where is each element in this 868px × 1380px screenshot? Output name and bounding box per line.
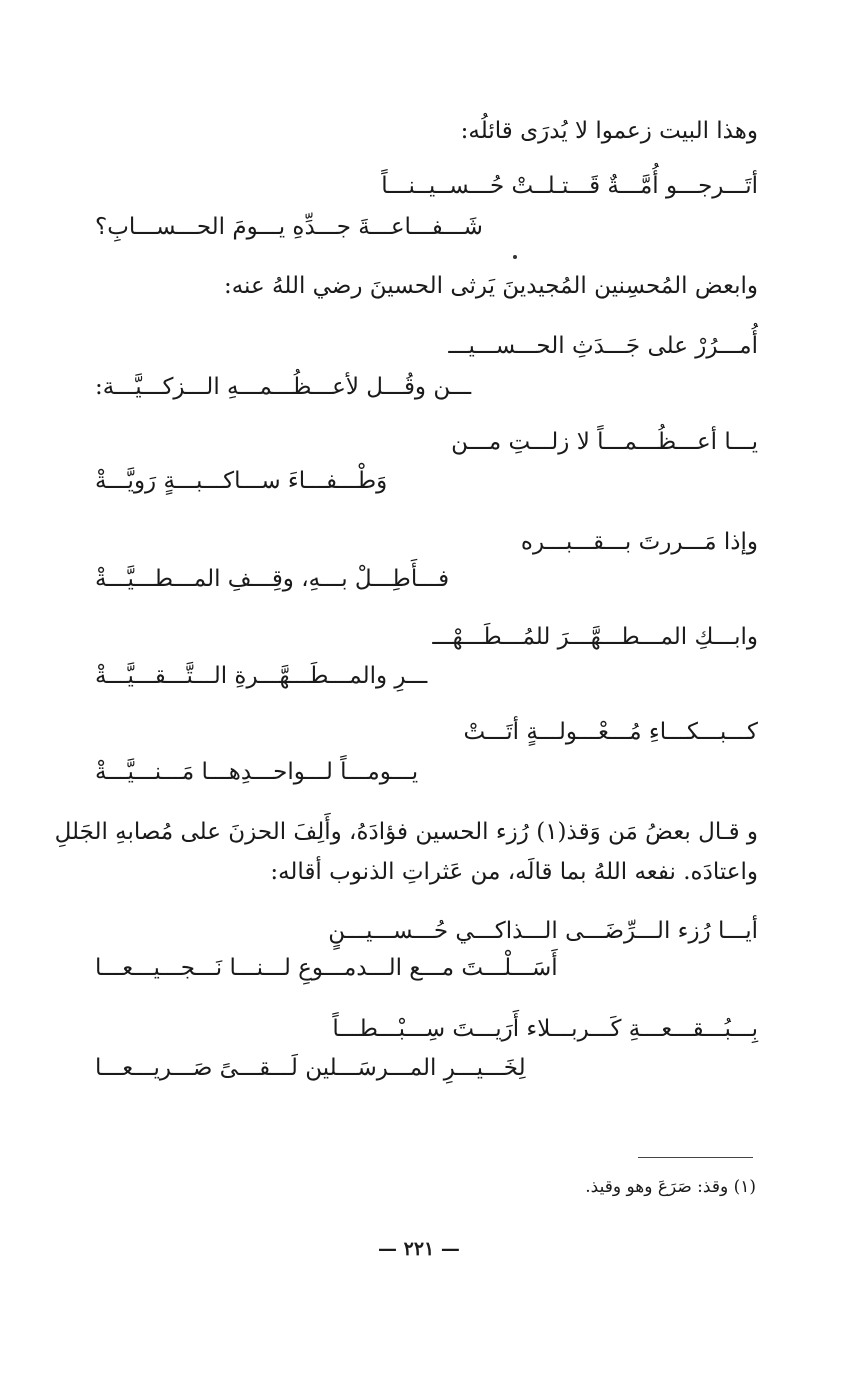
poem2-verse-3-hemistich-1: وإذا مَـــررتَ بـــقـــبـــره [520, 529, 758, 555]
poem2-verse-2-hemistich-2: وَطْـــفـــاءَ ســـاكـــبـــةٍ رَويَّـــةْ [95, 468, 388, 494]
intro-line-1: وهذا البيت زعموا لا يُدرَى قائلُه: [460, 118, 758, 144]
footnote: (١) وقذ: صَرَعَ وهو وقيذ. [585, 1177, 756, 1197]
poem3-verse-2-hemistich-1: بِـــبُـــقـــعـــةِ كَـــربـــلاء أَرَيـــتَ سِـــبْـــطـــاً [332, 1016, 758, 1042]
paragraph-3-line-1: و قـال بعضُ مَن وَقذ(١) رُزء الحسين فؤادَهُ، وأَلِفَ الحزنَ على مُصابهِ الجَللِ [54, 819, 758, 845]
poem2-verse-5-hemistich-2: يـــومـــاً لـــواحـــدِهـــا مَـــنـــيَّـــةْ [95, 759, 419, 785]
poem2-verse-3-hemistich-2: فـــأَطِـــلْ بـــهِ، وقِـــفِ المـــطـــيَّـــةْ [95, 566, 450, 592]
intro-line-2: وابعض المُحسِنين المُجيدينَ يَرثى الحسينَ رضي اللهُ عنه: [223, 273, 758, 299]
poem2-verse-2-hemistich-1: يـــا أعـــظُـــمـــاً لا زلـــتِ مـــن [451, 429, 758, 455]
poem2-verse-1-hemistich-1: أُمـــرُرْ على جَـــدَثِ الحـــســـيـــ [448, 333, 758, 359]
footnote-divider [638, 1157, 753, 1158]
poem3-verse-1-hemistich-2: أَسَـــلْـــتَ مـــع الـــدمـــوعِ لـــنـــا نَـــجـــيـــعـــا [95, 955, 558, 981]
poem3-verse-2-hemistich-2: لِخَـــيـــرِ المـــرسَـــلين لَـــقـــىً صَـــريـــعـــا [95, 1055, 526, 1081]
poem1-verse-1-hemistich-1: أتَـــرجـــو أُمَّـــةٌ قَـــتـلــتْ حُـــســيــنـــاً [381, 173, 758, 199]
poem2-verse-5-hemistich-1: كـــبـــكـــاءِ مُـــعْـــولـــةٍ أتَـــتْ [463, 719, 758, 745]
poem2-verse-4-hemistich-2: ـــرِ والمـــطَـــهَّـــرةِ الـــتَّـــقـــيَّـــةْ [95, 663, 428, 689]
poem2-verse-1-hemistich-2: ـــن وقُـــل لأعـــظُـــمـــهِ الـــزكـــيَّـــة: [95, 374, 472, 400]
poem3-verse-1-hemistich-1: أيـــا رُزء الـــرِّضَـــى الـــذاكـــي حُـــســـيـــنٍ [328, 918, 758, 944]
page-number: — ٢٢١ — [378, 1238, 460, 1260]
paragraph-3-line-2: واعتادَه. نفعه اللهُ بما قالَه، من عَثراتِ الذنوب أقاله: [270, 859, 758, 885]
poem1-verse-1-hemistich-2: شَـــفـــاعـــةَ جـــدِّهِ يـــومَ الحـــســـابِ؟ [95, 214, 483, 240]
print-speck [513, 255, 517, 259]
poem2-verse-4-hemistich-1: وابـــكِ المـــطـــهَّـــرَ للمُـــطَـــهْـــ [432, 624, 758, 650]
